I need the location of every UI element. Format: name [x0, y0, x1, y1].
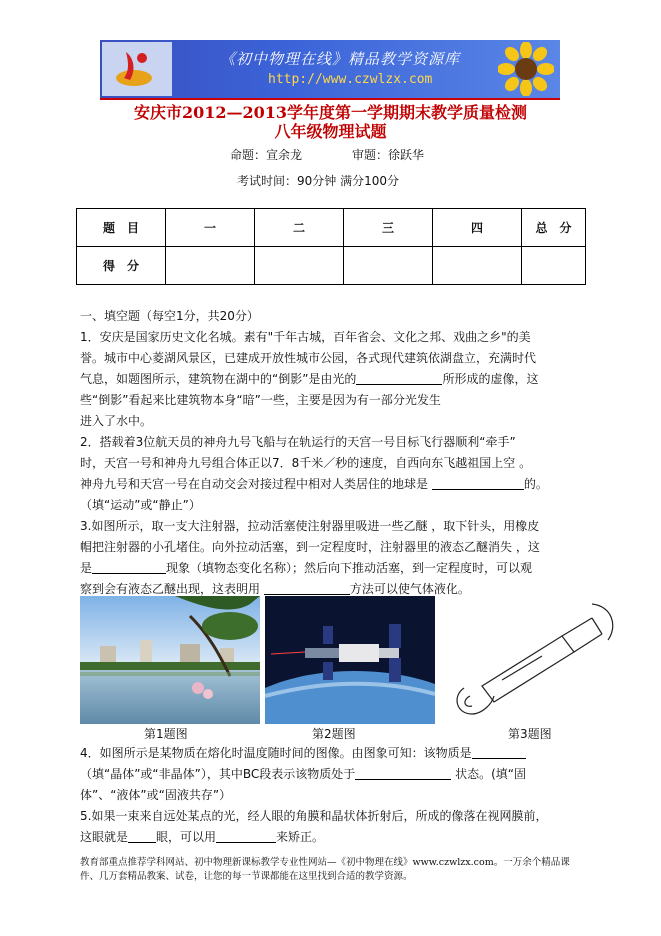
banner-title: 《初中物理在线》精品教学资源库 — [220, 50, 461, 68]
score-table-header: 三 — [344, 209, 433, 247]
score-cell[interactable] — [433, 247, 522, 285]
exam-time: 考试时间：90分钟 满分100分 — [237, 174, 399, 188]
q3-line: 是 现象（填物态变化名称）；然后向下推动活塞，到一定程度时，可以观 — [80, 561, 533, 575]
exam-title: 安庆市2012—2013学年度第一学期期末教学质量检测 — [133, 103, 528, 122]
questions-block-1 — [80, 306, 590, 600]
spacecraft-photo — [265, 596, 435, 724]
footer-line: 件、几万套精品教案、试卷，让您的每一节课都能在这里找到合适的教学资源。 — [80, 871, 413, 882]
q3-line: 3.如图所示，取一支大注射器，拉动活塞使注射器里吸进一些乙醚 ，取下针头，用橡皮 — [80, 519, 540, 533]
score-cell[interactable] — [344, 247, 433, 285]
site-logo — [102, 42, 172, 96]
author-line: 命题：宣余龙 — [230, 148, 303, 162]
q3-line: 察到会有液态乙醚出现，这表明用 方法可以使气体液化。 — [80, 582, 470, 596]
q1-line: 气息，如题图所示，建筑物在湖中的“倒影”是由光的 所形成的虚像，这 — [80, 372, 539, 386]
q2-line: （填“运动”或“静止”） — [80, 498, 201, 512]
q1-line: 1．安庆是国家历史文化名城。素有"千年古城，百年省会、文化之邦、戏曲之乡"的美 — [80, 330, 531, 344]
lake-photo — [80, 596, 260, 724]
answer-blank[interactable] — [472, 744, 526, 759]
site-banner — [100, 40, 560, 98]
figure-caption: 第3题图 — [508, 727, 552, 741]
q5-line: 这眼就是 眼，可以用 来矫正。 — [80, 830, 325, 844]
questions-block-2 — [80, 743, 590, 848]
q1-line: 誉。城市中心菱湖风景区，已建成开放性城市公园，各式现代建筑依湖盘立，充满时代 — [80, 351, 537, 365]
q1-line: 进入了水中。 — [80, 414, 153, 428]
section-heading: 一、填空题（每空1分，共20分） — [80, 309, 259, 323]
figure-caption: 第1题图 — [144, 727, 188, 741]
exam-subtitle: 八年级物理试题 — [274, 122, 387, 141]
q4-line: 4．如图所示是某物质在熔化时温度随时间的图像。由图象可知：该物质是 — [80, 743, 590, 764]
q4-line: （填“晶体”或“非晶体”），其中BC段表示该物质处于 状态。(填“固 — [80, 767, 527, 781]
banner-url: http://www.czwlzx.com — [268, 72, 433, 87]
q5-line: 5.如果一束来自远处某点的光，经人眼的角膜和晶状体折射后，所成的像落在视网膜前， — [80, 809, 548, 823]
q4-line: 体”、“液体”或“固液共存”） — [80, 788, 232, 802]
score-table-header: 二 — [255, 209, 344, 247]
sunflower-icon — [498, 42, 554, 96]
figure-caption: 第2题图 — [312, 727, 356, 741]
answer-blank[interactable] — [216, 828, 276, 843]
answer-blank[interactable] — [264, 580, 350, 595]
answer-blank[interactable] — [356, 370, 442, 385]
score-table-header: 总 分 — [522, 209, 586, 247]
page-footer — [80, 856, 600, 884]
score-table — [76, 208, 586, 285]
score-cell[interactable] — [166, 247, 255, 285]
score-cell[interactable] — [255, 247, 344, 285]
q2-line: 神舟九号和天宫一号在自动交会对接过程中相对人类居住的地球是 的。 — [80, 477, 548, 491]
answer-blank[interactable] — [128, 828, 156, 843]
score-table-header: 一 — [166, 209, 255, 247]
score-cell[interactable] — [522, 247, 586, 285]
syringe-drawing — [442, 596, 618, 724]
answer-blank[interactable] — [355, 765, 451, 780]
score-table-header: 题 目 — [77, 209, 166, 247]
score-table-header: 四 — [433, 209, 522, 247]
footer-line: 教育部重点推荐学科网站、初中物理新课标教学专业性网站—《初中物理在线》www.czwlzx.com。一万余个精品课 — [80, 857, 570, 868]
q2-line: 时，天宫一号和神舟九号组合体正以7．8千米／秒的速度，自西向东飞越祖国上空 。 — [80, 456, 532, 470]
answer-blank[interactable] — [92, 559, 166, 574]
q1-line: 些“倒影”看起来比建筑物本身“暗”一些，主要是因为有一部分光发生 — [80, 393, 441, 407]
score-row-label: 得 分 — [77, 247, 166, 285]
logo-icon — [114, 48, 154, 90]
answer-blank[interactable] — [432, 475, 524, 490]
reviewer-line: 审题：徐跃华 — [352, 148, 425, 162]
q2-line: 2．搭载着3位航天员的神舟九号飞船与在轨运行的天宫一号目标飞行器顺利“牵手” — [80, 435, 516, 449]
q3-line: 帽把注射器的小孔堵住。向外拉动活塞，到一定程度时，注射器里的液态乙醚消失 ，这 — [80, 540, 540, 554]
